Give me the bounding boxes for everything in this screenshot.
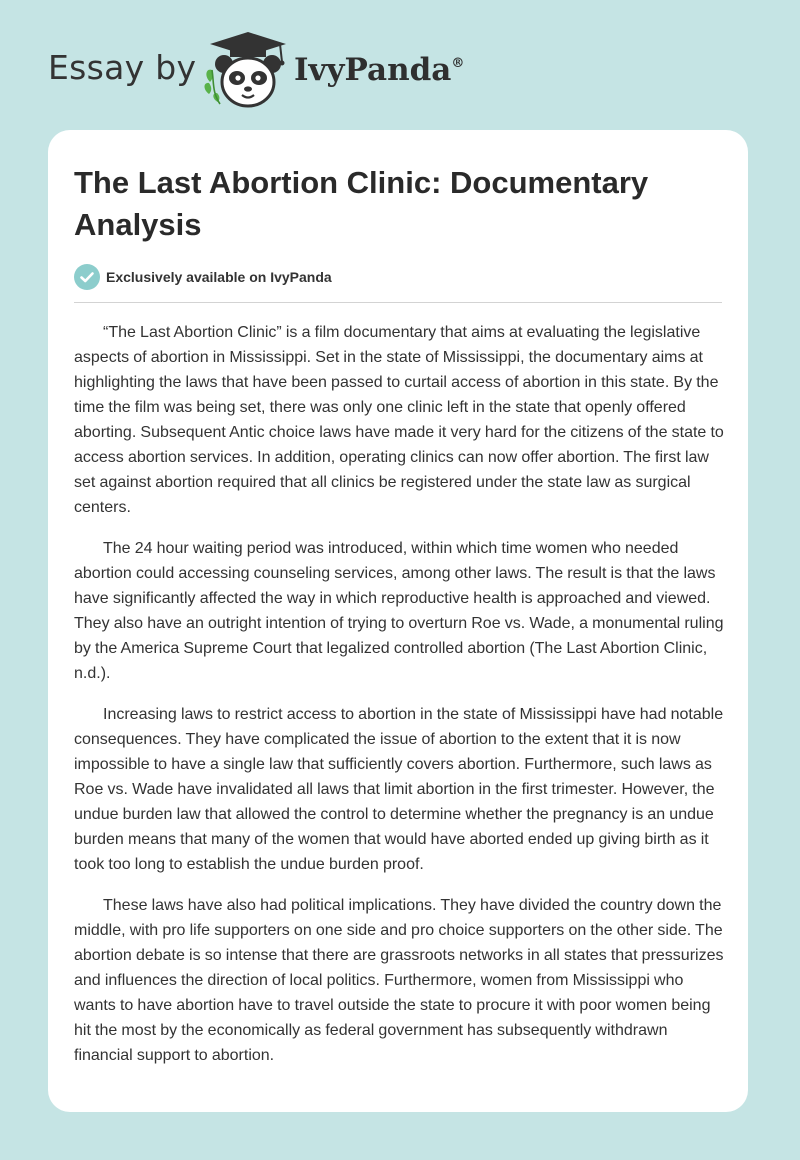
paragraph: Increasing laws to restrict access to abortion in the state of Mississippi have had notable consequences. They have complicated the issue of abortion to the extent that it is now impossible to have a single law that sufficiently covers abortion. Furthermore, such laws as Roe vs. Wade have invalidated all laws that limit abortion in the first trimester. However, the undue burden law that allowed the control to determine whether the pregnancy is an undue burden means that many of the women that would have aborted ended up giving birth as it took too long to establish the undue burden proof.	[74, 706, 724, 873]
brand-name: IvyPanda®	[294, 52, 465, 88]
essay-card	[48, 130, 748, 1112]
paragraph: The 24 hour waiting period was introduced, within which time women who needed abortion could accessing counseling services, among other laws. The result is that the laws have significantly affected the way in which reproductive health is approached and viewed. They also have an outright intention of trying to overturn Roe vs. Wade, a monumental ruling by the America Supreme Court that legalized controlled abortion (The Last Abortion Clinic, n.d.).	[74, 540, 724, 682]
divider	[74, 302, 722, 303]
exclusive-badge	[74, 264, 474, 290]
page-title: The Last Abortion Clinic: Documentary Analysis	[74, 165, 649, 242]
site-header	[48, 30, 548, 110]
exclusive-label: Exclusively available on IvyPanda	[106, 269, 332, 285]
panda-graduate-icon[interactable]	[200, 30, 292, 110]
paragraph: “The Last Abortion Clinic” is a film documentary that aims at evaluating the legislative aspects of abortion in Mississippi. Set in the state of Mississippi, the documentary aims at highlighting the laws that have been passed to curtail access of abortion in this state. By the time the film was being set, there was only one clinic left in the state that openly offered aborting. Subsequent Antic choice laws have made it very hard for the citizens of the state to access abortion services. In addition, operating clinics can now offer abortion. The first law set against abortion required that all clinics be registered under the state law as surgical centers.	[74, 324, 724, 516]
essay-body	[74, 320, 724, 1084]
checkmark-circle-icon	[74, 264, 100, 290]
paragraph: These laws have also had political implications. They have divided the country down the middle, with pro life supporters on one side and pro choice supporters on the other side. The abortion debate is so intense that there are grassroots networks in all states that pressurizes and influences the direction of local politics. Furthermore, women from Mississippi who wants to have abortion have to travel outside the state to procure it with poor women being hit the most by the economically as federal government has subsequently withdrawn financial support to abortion.	[74, 897, 724, 1064]
registered-mark: ®	[451, 55, 465, 71]
essay-by-label: Essay by	[48, 48, 197, 87]
